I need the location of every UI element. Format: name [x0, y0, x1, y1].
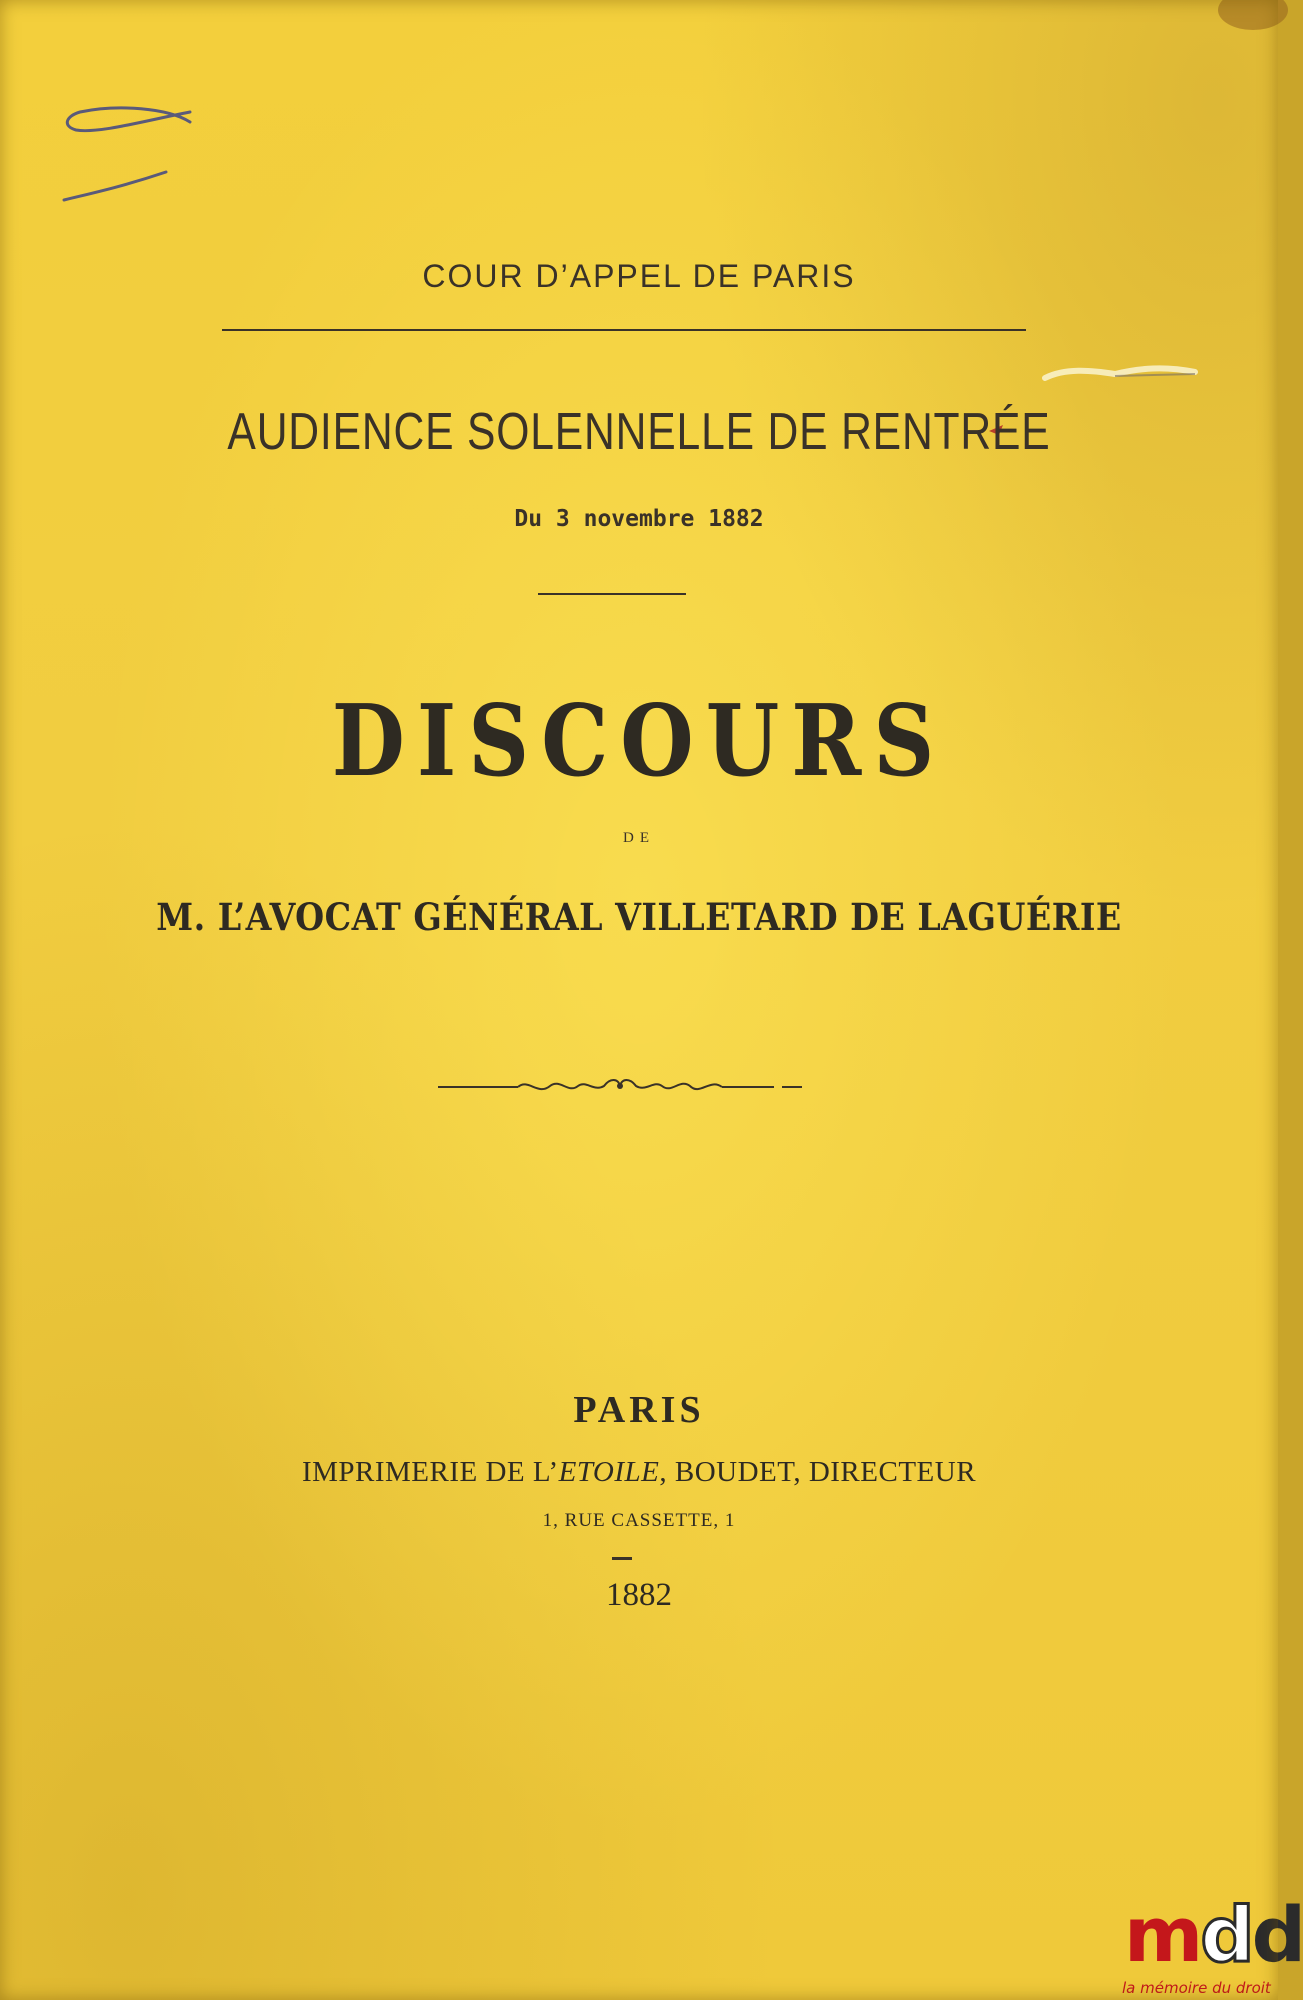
session-date: Du 3 novembre 1882 — [514, 506, 764, 532]
tear-mark — [1045, 360, 1195, 390]
short-divider — [538, 593, 686, 595]
imprint-printer — [0, 1456, 1278, 1489]
speaker-name: M. L’AVOCAT GÉNÉRAL VILLETARD DE LAGUÉRIE — [156, 895, 1122, 939]
imprint-city: PARIS — [573, 1389, 705, 1431]
printer-name: ETOILE — [558, 1456, 660, 1488]
preposition-label: DE — [623, 830, 655, 846]
divider-rule — [222, 329, 1026, 331]
logo-tagline: la mémoire du droit — [1122, 1979, 1271, 1997]
court-heading: COUR D’APPEL DE PARIS — [422, 258, 856, 294]
logo-letters: mdd — [1124, 1890, 1303, 1979]
pencil-annotation — [58, 90, 208, 220]
mdd-logo — [1118, 1890, 1303, 2000]
stain-mark — [1218, 0, 1288, 30]
printer-prefix: IMPRIMERIE DE L’ — [301, 1456, 559, 1488]
ornament-divider — [438, 1074, 802, 1098]
imprint-year: 1882 — [606, 1577, 672, 1613]
printer-suffix: , BOUDET, DIRECTEUR — [659, 1456, 977, 1488]
imprint-address: 1, RUE CASSETTE, 1 — [542, 1510, 736, 1531]
dash-rule — [612, 1557, 632, 1560]
document-title: DISCOURS — [331, 684, 947, 799]
session-heading: AUDIENCE SOLENNELLE DE RENTRÉE — [227, 403, 1051, 461]
